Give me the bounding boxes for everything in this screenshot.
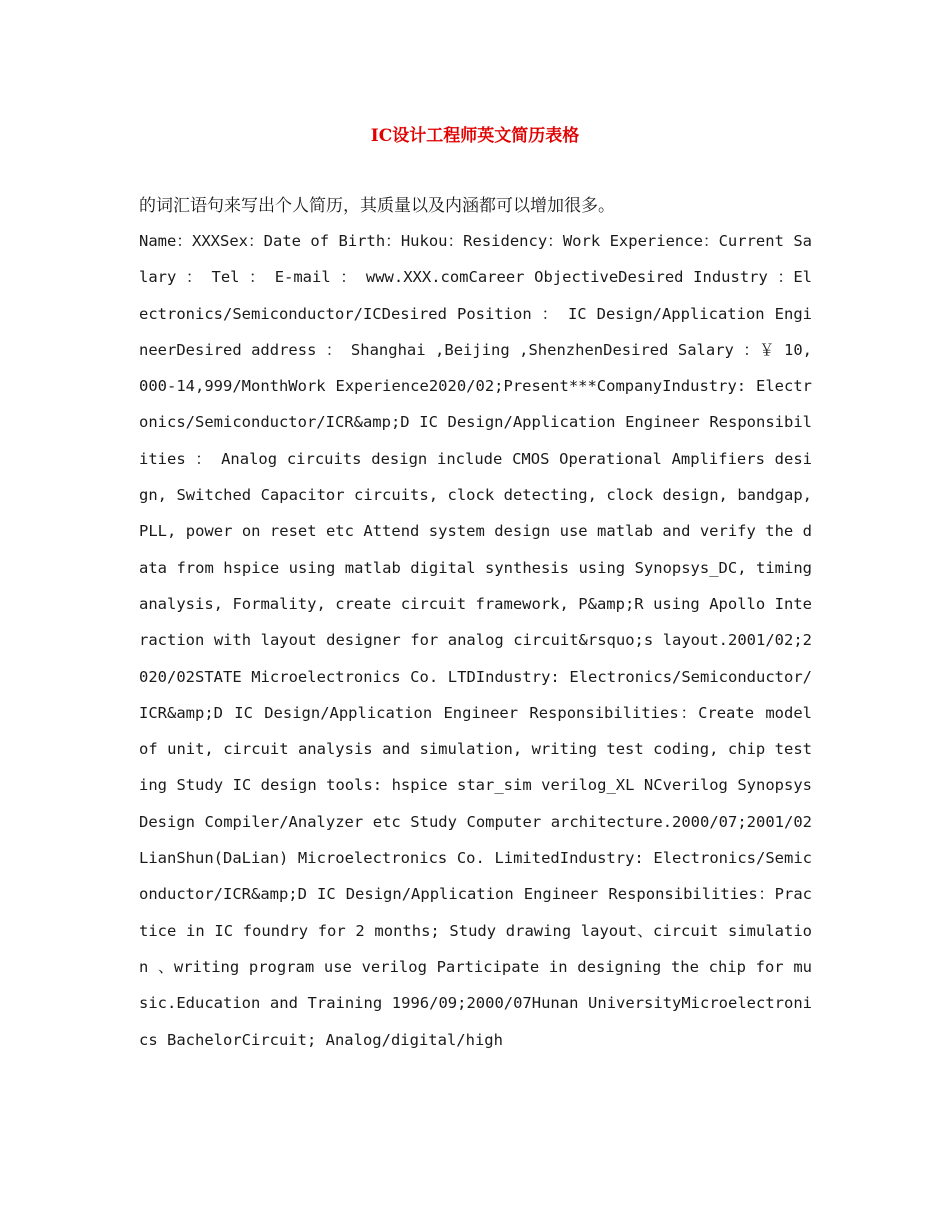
document-title: IC设计工程师英文简历表格 bbox=[370, 126, 580, 146]
document-body bbox=[139, 189, 812, 1058]
resume-paragraph: Name：XXXSex：Date of Birth：Hukou：Residency：Work Experience：Current Salary ： Tel ： E-mail ： www.XXX.comCareer ObjectiveDesired Industry ：Electronics/Semiconductor/ICDesired Position ： IC Design/Application EngineerDesired address ： Shanghai ,Beijing ,ShenzhenDesired Salary ：￥ 10,000-14,999/MonthWork Experience2020/02;Present***CompanyIndustry: Electronics/Semiconductor/ICR&amp;D IC Design/Application Engineer Responsibilities ： Analog circuits design include CMOS Operational Amplifiers design, Switched Capacitor circuits, clock detecting, clock design, bandgap, PLL, power on reset etc Attend system design use matlab and verify the data from hspice using matlab digital synthesis using Synopsys_DC, timing analysis, Formality, create circuit framework, P&amp;R using Apollo Interaction with layout designer for analog circuit&rsquo;s layout.2001/02;2020/02STATE Microelectronics Co. LTDIndustry: Electronics/Semiconductor/ICR&amp;D IC Design/Application Engineer Responsibilities：Create model of unit, circuit analysis and simulation, writing test coding, chip testing Study IC design tools: hspice star_sim verilog_XL NCverilog Synopsys Design Compiler/Analyzer etc Study Computer architecture.2000/07;2001/02LianShun(DaLian) Microelectronics Co. LimitedIndustry: Electronics/Semiconductor/ICR&amp;D IC Design/Application Engineer Responsibilities：Practice in IC foundry for 2 months; Study drawing layout、circuit simulation 、writing program use verilog Participate in designing the chip for music.Education and Training 1996/09;2000/07Hunan UniversityMicroelectronics BachelorCircuit; Analog/digital/high bbox=[139, 232, 812, 1049]
intro-line: 的词汇语句来写出个人简历，其质量以及内涵都可以增加很多。 bbox=[139, 196, 615, 216]
